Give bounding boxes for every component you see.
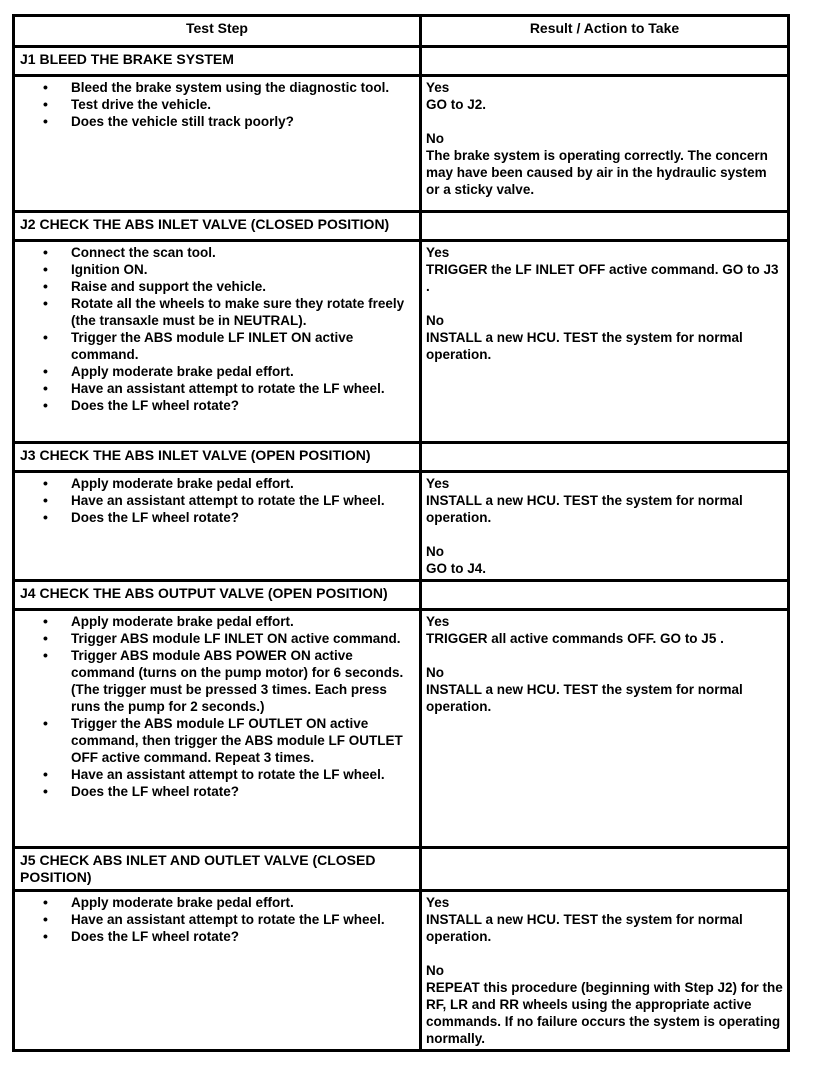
- action-item: • Bleed the brake system using the diagnostic tool.: [71, 79, 415, 96]
- action-item: • Have an assistant attempt to rotate the LF wheel.: [71, 911, 415, 928]
- action-item: • Apply moderate brake pedal effort.: [71, 894, 415, 911]
- yes-label: Yes: [426, 245, 450, 260]
- result-spacer: [426, 526, 783, 543]
- step-j5-body-row: [14, 891, 789, 1051]
- table-header-row: [14, 16, 789, 47]
- step-j4-title: J4 CHECK THE ABS OUTPUT VALVE (OPEN POSITION): [14, 581, 421, 610]
- step-j5-result-cell: [421, 891, 789, 1051]
- step-j3-result-cell: [421, 472, 789, 581]
- no-action: INSTALL a new HCU. TEST the system for normal operation.: [426, 330, 743, 362]
- step-j2-header-row: [14, 212, 789, 241]
- step-j4-actions-cell: [14, 610, 421, 848]
- step-j4-action-list: [19, 613, 415, 800]
- step-j2-title: J2 CHECK THE ABS INLET VALVE (CLOSED POSITION): [14, 212, 421, 241]
- action-item: • Have an assistant attempt to rotate the LF wheel.: [71, 492, 415, 509]
- step-j4-result-cell: [421, 610, 789, 848]
- action-item: • Trigger ABS module ABS POWER ON active command (turns on the pump motor) for 6 seconds. (The trigger must be pressed 3 times. Each press runs the pump for 2 seconds.): [71, 647, 415, 715]
- step-j3-title-empty-cell: [421, 443, 789, 472]
- no-action: REPEAT this procedure (beginning with Step J2) for the RF, LR and RR wheels using the appropriate active commands. If no failure occurs the system is operating normally.: [426, 980, 783, 1046]
- step-j3-action-list: [19, 475, 415, 526]
- step-j4-body-row: [14, 610, 789, 848]
- step-j5-title: J5 CHECK ABS INLET AND OUTLET VALVE (CLOSED POSITION): [14, 848, 421, 891]
- no-action: GO to J4.: [426, 561, 487, 576]
- yes-label: Yes: [426, 614, 450, 629]
- yes-action: TRIGGER the LF INLET OFF active command. GO to J3 .: [426, 262, 779, 294]
- action-item: • Does the vehicle still track poorly?: [71, 113, 415, 130]
- column-header-result-action: Result / Action to Take: [421, 16, 789, 47]
- no-action: INSTALL a new HCU. TEST the system for normal operation.: [426, 682, 743, 714]
- step-j1-actions-cell: [14, 76, 421, 212]
- step-j1-title: J1 BLEED THE BRAKE SYSTEM: [14, 47, 421, 76]
- action-item: • Raise and support the vehicle.: [71, 278, 415, 295]
- step-j5-header-row: [14, 848, 789, 891]
- yes-action: INSTALL a new HCU. TEST the system for normal operation.: [426, 912, 743, 944]
- step-j3-body-row: [14, 472, 789, 581]
- no-label: No: [426, 313, 444, 328]
- action-item: • Does the LF wheel rotate?: [71, 397, 415, 414]
- no-label: No: [426, 544, 444, 559]
- step-j2-actions-cell: [14, 241, 421, 443]
- result-spacer: [426, 113, 783, 130]
- step-j3-actions-cell: [14, 472, 421, 581]
- action-item: • Does the LF wheel rotate?: [71, 928, 415, 945]
- action-item: • Ignition ON.: [71, 261, 415, 278]
- step-j2-result-cell: [421, 241, 789, 443]
- result-spacer: [426, 647, 783, 664]
- action-item: • Test drive the vehicle.: [71, 96, 415, 113]
- yes-label: Yes: [426, 895, 450, 910]
- action-item: • Apply moderate brake pedal effort.: [71, 613, 415, 630]
- result-spacer: [426, 945, 783, 962]
- column-header-test-step: Test Step: [14, 16, 421, 47]
- yes-label: Yes: [426, 476, 450, 491]
- result-spacer: [426, 295, 783, 312]
- no-action: The brake system is operating correctly. The concern may have been caused by air in the hydraulic system or a sticky valve.: [426, 148, 768, 197]
- step-j5-action-list: [19, 894, 415, 945]
- action-item: • Apply moderate brake pedal effort.: [71, 475, 415, 492]
- step-j4-header-row: [14, 581, 789, 610]
- step-j1-action-list: [19, 79, 415, 130]
- step-j3-title: J3 CHECK THE ABS INLET VALVE (OPEN POSITION): [14, 443, 421, 472]
- yes-action: INSTALL a new HCU. TEST the system for normal operation.: [426, 493, 743, 525]
- step-j2-body-row: [14, 241, 789, 443]
- action-item: • Have an assistant attempt to rotate the LF wheel.: [71, 766, 415, 783]
- action-item: • Connect the scan tool.: [71, 244, 415, 261]
- step-j1-header-row: [14, 47, 789, 76]
- no-label: No: [426, 131, 444, 146]
- step-j1-body-row: [14, 76, 789, 212]
- diagnostic-table-document: [12, 14, 787, 1052]
- yes-action: GO to J2.: [426, 97, 487, 112]
- step-j5-actions-cell: [14, 891, 421, 1051]
- action-item: • Trigger ABS module LF INLET ON active command.: [71, 630, 415, 647]
- step-j1-result-cell: [421, 76, 789, 212]
- action-item: • Apply moderate brake pedal effort.: [71, 363, 415, 380]
- step-j4-title-empty-cell: [421, 581, 789, 610]
- action-item: • Have an assistant attempt to rotate the LF wheel.: [71, 380, 415, 397]
- no-label: No: [426, 665, 444, 680]
- no-label: No: [426, 963, 444, 978]
- step-j1-title-empty-cell: [421, 47, 789, 76]
- step-j2-action-list: [19, 244, 415, 414]
- action-item: • Rotate all the wheels to make sure they rotate freely (the transaxle must be in NEUTRAL).: [71, 295, 415, 329]
- action-item: • Trigger the ABS module LF OUTLET ON active command, then trigger the ABS module LF OUTLET OFF active command. Repeat 3 times.: [71, 715, 415, 766]
- action-item: • Does the LF wheel rotate?: [71, 509, 415, 526]
- action-item: • Trigger the ABS module LF INLET ON active command.: [71, 329, 415, 363]
- step-j3-header-row: [14, 443, 789, 472]
- step-j2-title-empty-cell: [421, 212, 789, 241]
- step-j5-title-empty-cell: [421, 848, 789, 891]
- diagnostic-table: [12, 14, 790, 1052]
- yes-label: Yes: [426, 80, 450, 95]
- action-item: • Does the LF wheel rotate?: [71, 783, 415, 800]
- yes-action: TRIGGER all active commands OFF. GO to J5 .: [426, 631, 724, 646]
